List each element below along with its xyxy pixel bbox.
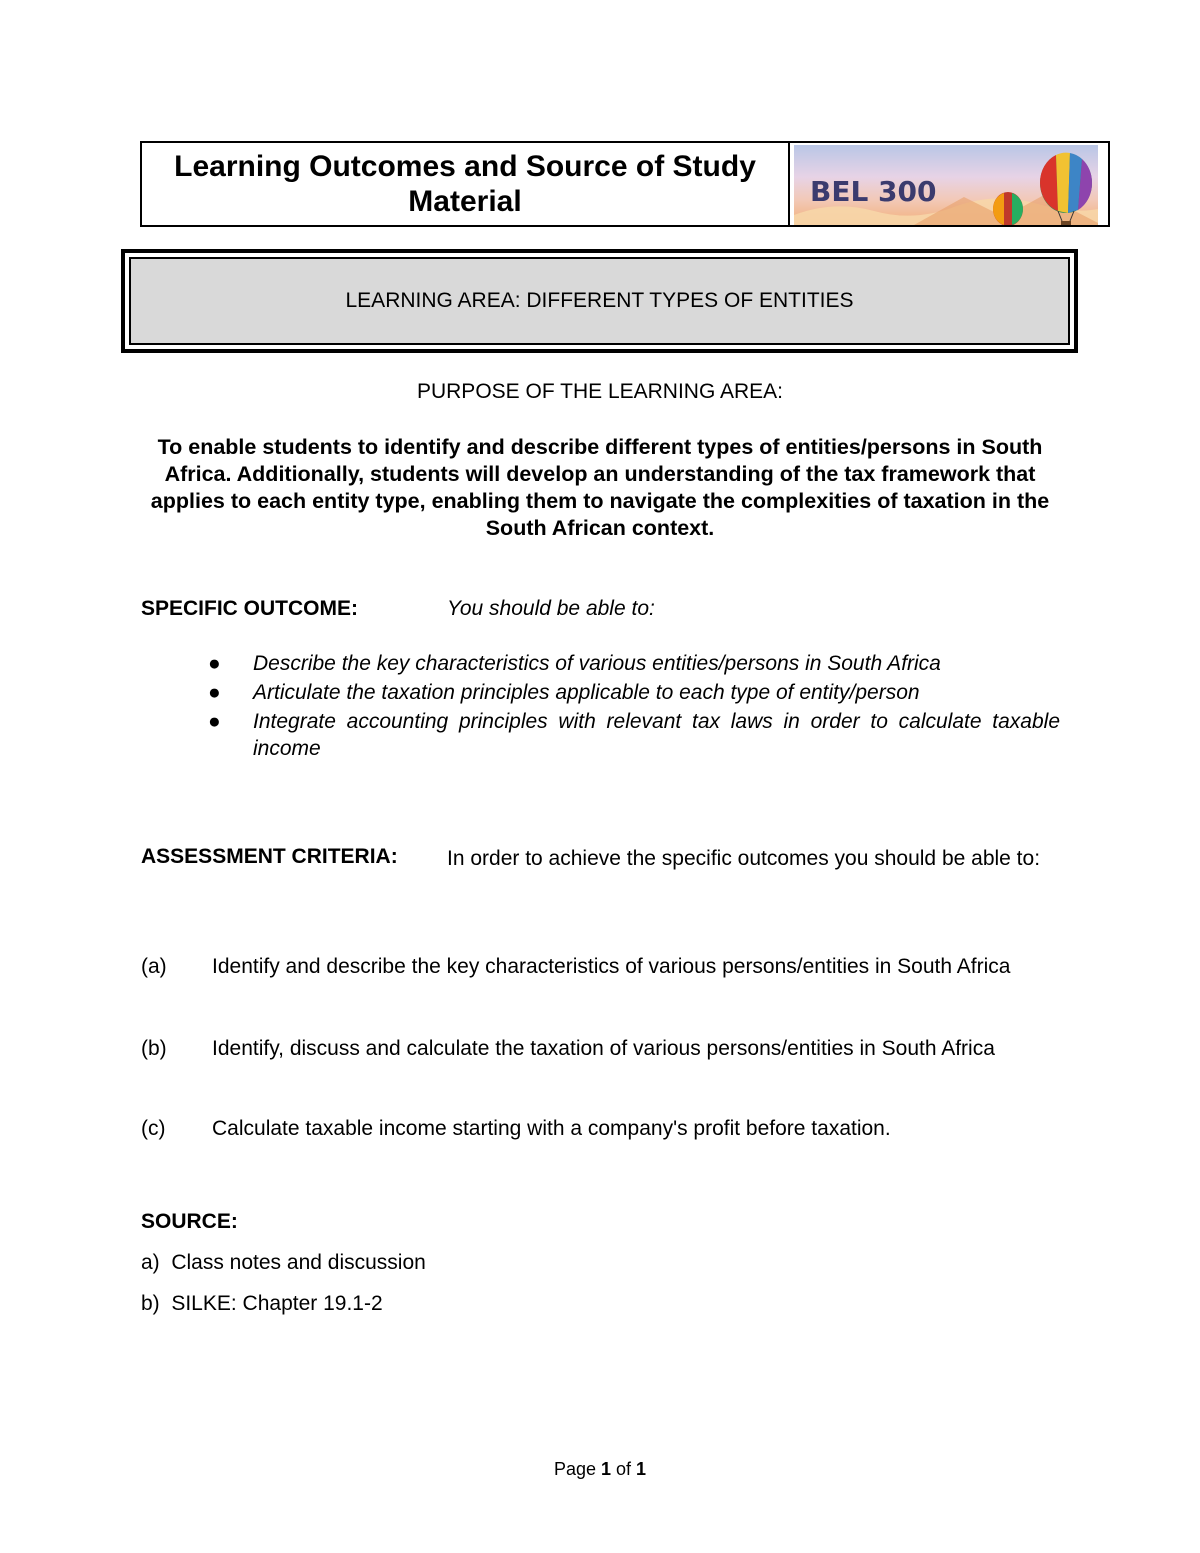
document-title: Learning Outcomes and Source of Study Material: [142, 143, 790, 225]
purpose-text: To enable students to identify and describe different types of entities/persons in South Africa. Additionally, students will develop an understanding of the tax framework that applies to each entity type, enabling them to navigate the complexities of taxation in the South African context.: [150, 435, 1050, 540]
criterion-text: Identify, discuss and calculate the taxation of various persons/entities in South Africa: [212, 1037, 995, 1060]
criterion-item: [141, 1115, 1059, 1142]
list-item: ● Articulate the taxation principles applicable to each type of entity/person: [208, 681, 920, 704]
footer-middle: of: [611, 1459, 637, 1479]
bullet-icon: ●: [208, 652, 221, 675]
learning-area-title: LEARNING AREA: DIFFERENT TYPES OF ENTITIES: [129, 257, 1070, 345]
criterion-item: [141, 1035, 1059, 1062]
page-footer: [0, 1459, 1200, 1480]
footer-prefix: Page: [553, 1459, 601, 1479]
criterion-text: Identify and describe the key characteristics of various persons/entities in South Africa: [212, 955, 1011, 978]
source-item: b) SILKE: Chapter 19.1-2: [141, 1292, 383, 1315]
bullet-icon: ●: [208, 681, 221, 704]
assessment-criteria-label: ASSESSMENT CRITERIA:: [141, 845, 398, 868]
source-item: a) Class notes and discussion: [141, 1251, 426, 1274]
learning-area-box: [121, 249, 1078, 353]
page-number: 1: [601, 1459, 612, 1479]
criterion-item: [141, 953, 1059, 980]
list-item: ● Integrate accounting principles with relevant tax laws in order to calculate taxable income: [208, 710, 1060, 760]
list-item: ● Describe the key characteristics of various entities/persons in South Africa: [208, 652, 941, 675]
specific-outcome-label: SPECIFIC OUTCOME:: [141, 597, 359, 620]
criterion-text: Calculate taxable income starting with a company's profit before taxation.: [212, 1117, 891, 1140]
page-total: 1: [636, 1459, 647, 1479]
assessment-criteria-lead: In order to achieve the specific outcomes you should be able to:: [447, 847, 1041, 870]
bullet-icon: ●: [208, 710, 221, 733]
criterion-tag: (a): [141, 955, 167, 978]
criterion-tag: (c): [141, 1117, 166, 1140]
course-banner: [794, 145, 1098, 225]
header-table: [140, 141, 1110, 227]
purpose-heading: PURPOSE OF THE LEARNING AREA:: [416, 380, 784, 403]
outcome-list: [208, 650, 1060, 764]
source-label: SOURCE:: [141, 1210, 238, 1233]
criterion-tag: (b): [141, 1037, 167, 1060]
specific-outcome-lead: You should be able to:: [447, 597, 655, 620]
course-code: BEL 300: [810, 175, 937, 208]
logo-cell: [790, 143, 1108, 225]
